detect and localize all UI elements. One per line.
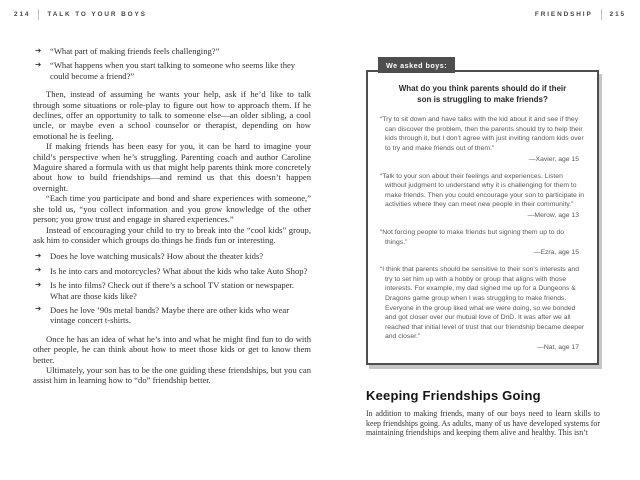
question-bullet-list [33,46,311,81]
callout-tab: We asked boys: [378,57,455,73]
interest-bullet-text: Does he love ’90s metal bands? Maybe there are other kids who wear vintage concert t-shirts. [50,304,290,326]
arrow-bullet-icon: ➔ [35,279,42,289]
arrow-bullet-icon: ➔ [35,45,42,55]
body-paragraph: Ultimately, your son has to be the one guiding these friendships, but you can assist him in learning how to “do” friendship better. [33,364,311,386]
arrow-bullet-icon: ➔ [35,304,42,314]
interest-bullet-item [33,266,311,276]
arrow-bullet-icon: ➔ [35,59,42,69]
header-divider [38,9,39,20]
arrow-bullet-icon: ➔ [35,265,42,275]
running-head-right [535,9,626,20]
quote-text: “I think that parents should be sensitive to their son’s interests and try to set him up with a hobby or group that aligns with those interests. For example, my dad signed me up for a Dungeons & Dragons game group when I was struggling to make friends. Everyone in the group liked what we were doing, so we bonded and got closer over our mutual love of DnD. It was after we all reached that initial level of trust that our friendship became deeper and closer.” [380,266,585,341]
question-bullet-item [33,60,311,81]
header-divider [601,9,602,20]
body-paragraph: If making friends has been easy for you, it can be hard to imagine your child’s perspective when he’s struggling. Parenting coach and author Caroline Maguire shared a formula with us that might help parents think more concretely about how to build friendships—and remind us that this doesn’t happen overnight. [33,141,311,193]
page-number-right: 215 [609,11,626,18]
section-heading: Keeping Friendships Going [366,388,541,403]
keeping-friendships-section [366,388,600,438]
interest-bullet-text: Is he into films? Check out if there’s a school TV station or newspaper. What are those kids like? [50,280,295,301]
quote-attribution: —Nat, age 17 [537,343,579,351]
body-paragraph: Then, instead of assuming he wants your help, ask if he’d like to talk through some situations or role-play to figure out how to approach them. If he declines, offer an opportunity to talk to someone else—an older sibling, a cool uncle, or maybe even a school counselor or therapist, depending on how emotional he is feeling. [33,89,311,141]
question-bullet-item [33,46,311,56]
running-head-right-title: FRIENDSHIP [534,11,593,18]
section-paragraph: In addition to making friends, many of our boys need to learn skills to keep friendships going. As adults, many of us have developed systems for maintaining friendships and keeping them alive and healthy. This isn’t [366,409,600,438]
quote-attribution: —Ezra, age 15 [533,249,579,257]
page-number-left: 214 [14,11,31,18]
interest-bullet-item [33,280,311,301]
body-paragraph: Once he has an idea of what he’s into and what he might find fun to do with other people, he can think about how to meet those kids or get to know them better. [33,333,311,365]
quote-text: “Talk to your son about their feelings and experiences. Listen without judgment to understand why it is challenging for them to make friends. Then you could encourage your son to participate in activities where they can meet new people in their community.” [380,172,584,209]
arrow-bullet-icon: ➔ [35,250,42,260]
interest-bullet-text: Does he love watching musicals? How about the theater kids? [50,251,264,262]
we-asked-boys-callout [366,60,599,365]
quote-attribution: —Merow, age 13 [527,211,579,219]
quote-text: “Try to sit down and have talks with the kid about it and see if they can discover the problem, then the parents should try to help their kids through it, but I don’t agree with just inviting random kids over to try and make friends out of them.” [380,116,584,152]
body-paragraph: Instead of encouraging your child to try to break into the “cool kids” group, ask him to consider which groups do things he finds fun or interesting. [33,224,311,245]
question-bullet-text: “What happens when you start talking to someone who seems like they could become a friend?” [50,60,296,81]
running-head-left [14,9,147,20]
quote-attribution: —Xavier, age 15 [528,155,579,163]
quote-text: “Not forcing people to make friends but signing them up to do things.” [380,228,565,246]
interest-bullet-item [33,305,311,326]
body-paragraph: “Each time you participate and bond and share experiences with someone,” she told us, “you collect information and you grow knowledge of the other person; you grow trust and engage in shared experiences.” [33,193,311,225]
interest-bullet-text: Is he into cars and motorcycles? What about the kids who take Auto Shop? [50,265,308,276]
left-page-body [33,46,311,386]
running-head-left-title: TALK TO YOUR BOYS [47,11,147,18]
interest-bullet-list [33,251,311,325]
interest-bullet-item [33,251,311,261]
callout-question: What do you think parents should do if their son is struggling to make friends? [398,84,567,104]
question-bullet-text: “What part of making friends feels challenging?” [50,46,220,56]
